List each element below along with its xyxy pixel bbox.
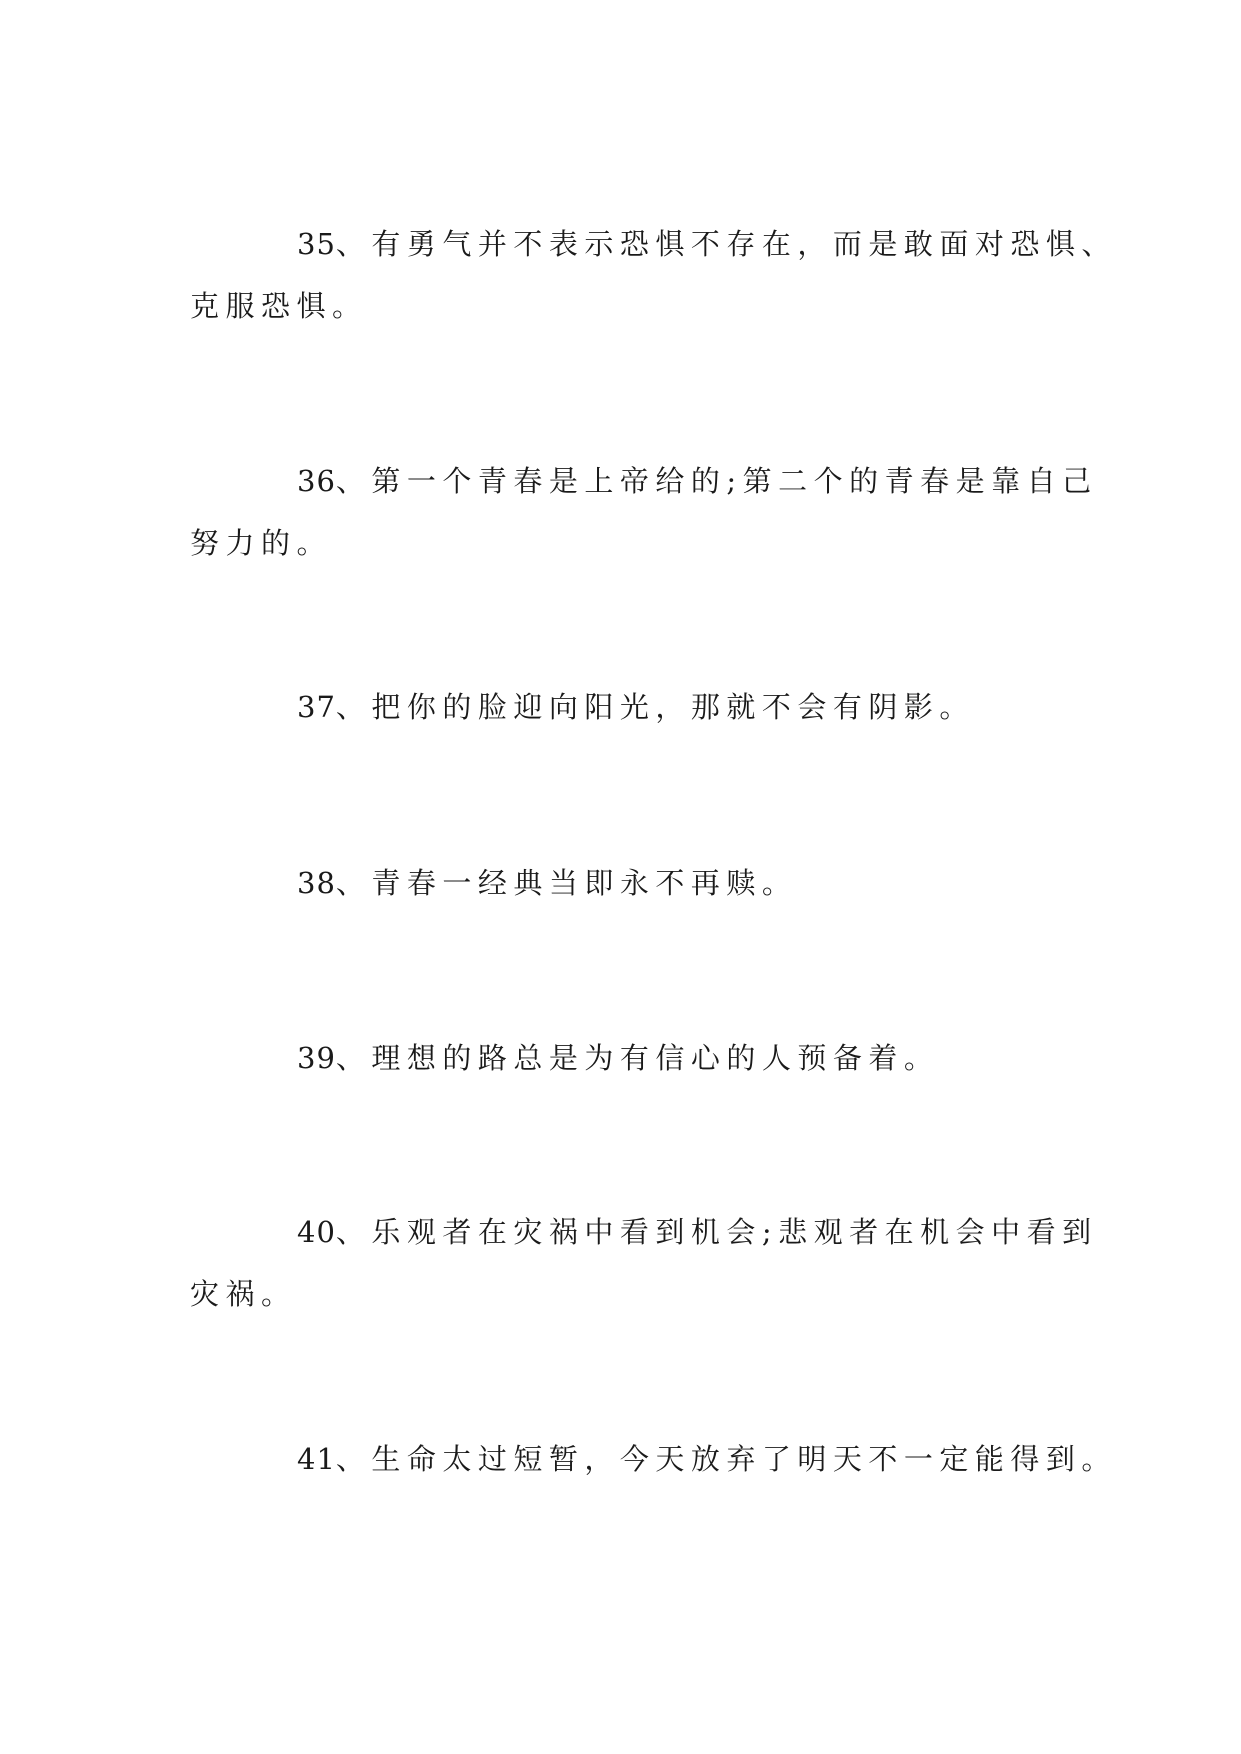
- paragraph-text: 、第一个青春是上帝给的;第二个的青春是靠自己: [335, 464, 1098, 498]
- paragraph-text: 、理想的路总是为有信心的人预备着。: [335, 1041, 940, 1075]
- paragraph-text: 、乐观者在灾祸中看到机会;悲观者在机会中看到: [335, 1215, 1098, 1249]
- paragraph-35: [190, 213, 1117, 337]
- paragraph-text: 、把你的脸迎向阳光，那就不会有阴影。: [335, 690, 975, 724]
- paragraph-text: 、生命太过短暂，今天放弃了明天不一定能得到。: [335, 1442, 1117, 1476]
- paragraph-first-line: [190, 1201, 1098, 1263]
- paragraph-continuation: 努力的。: [190, 526, 333, 560]
- paragraph-first-line: [190, 676, 1090, 738]
- paragraph-continuation: 灾祸。: [190, 1277, 297, 1311]
- paragraph-40: [190, 1201, 1098, 1325]
- item-number: 35: [297, 227, 336, 261]
- paragraph-continuation: 克服恐惧。: [190, 289, 368, 323]
- paragraph-text: 、有勇气并不表示恐惧不存在，而是敢面对恐惧、: [335, 227, 1117, 261]
- paragraph-first-line: [190, 1027, 1090, 1089]
- paragraph-first-line: [190, 852, 1090, 914]
- paragraph-36: [190, 450, 1098, 574]
- paragraph-text: 、青春一经典当即永不再赎。: [335, 866, 798, 900]
- paragraph-41: [190, 1428, 1117, 1490]
- item-number: 39: [297, 1041, 336, 1075]
- item-number: 41: [297, 1442, 336, 1476]
- item-number: 37: [297, 690, 336, 724]
- paragraph-first-line: [190, 213, 1117, 275]
- paragraph-37: [190, 676, 1090, 738]
- item-number: 40: [297, 1215, 336, 1249]
- paragraph-39: [190, 1027, 1090, 1089]
- paragraph-first-line: [190, 1428, 1117, 1490]
- paragraph-38: [190, 852, 1090, 914]
- item-number: 38: [297, 866, 336, 900]
- item-number: 36: [297, 464, 336, 498]
- paragraph-first-line: [190, 450, 1098, 512]
